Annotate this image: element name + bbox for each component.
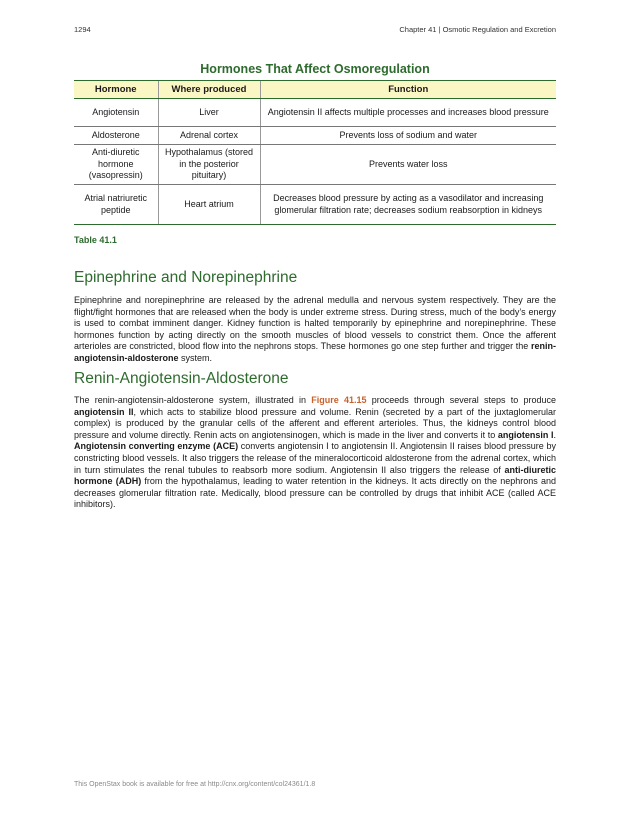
text-run: converts angiotensin I to angiotensin II. Angiotensin II raises blood pressure by constricting blood vessels. It also triggers the release of the mineralocorticoid aldosterone from the adrenal cortex, which in turn stimulates the renal tubules to reabsorb more sodium. Angiotensin II also triggers the release of bbox=[74, 441, 556, 475]
column-header-where-produced: Where produced bbox=[158, 81, 260, 99]
section-heading-epinephrine: Epinephrine and Norepinephrine bbox=[74, 269, 298, 286]
footer-availability-note: This OpenStax book is available for free at http://cnx.org/content/col24361/1.8 bbox=[74, 781, 316, 788]
figure-link[interactable]: Figure 41.15 bbox=[311, 395, 367, 405]
text-run: Epinephrine and norepinephrine are released by the adrenal medulla and nervous system respectively. They are the flight/fight hormones that are released when the body is under extreme stress. During stress, much of the body’s energy is used to combat imminent danger. Kidney function is halted temporarily by epinephrine and norepinephrine. These hormones function by acting directly on the smooth muscles of blood vessels to constrict them. Once the afferent arterioles are constricted, blood flow into the nephrons stops. These hormones go one step further and trigger the bbox=[74, 295, 556, 352]
text-run: from the hypothalamus, leading to water retention in the kidneys. It acts directly on the nephrons and decreases glomerular filtration rate. Medically, blood pressure can be controlled by drugs that inhibit ACE (called ACE inhibitors). bbox=[74, 476, 556, 510]
cell-hormone: Atrial natriuretic peptide bbox=[74, 185, 158, 225]
table-caption: Table 41.1 bbox=[74, 235, 117, 245]
cell-function: Prevents loss of sodium and water bbox=[260, 127, 556, 145]
cell-hormone: Angiotensin bbox=[74, 99, 158, 127]
paragraph-renin-angiotensin bbox=[74, 395, 556, 511]
table-title: Hormones That Affect Osmoregulation bbox=[200, 62, 430, 76]
bold-term: Angiotensin converting enzyme (ACE) bbox=[74, 441, 239, 452]
column-header-function: Function bbox=[260, 81, 556, 99]
bold-term: renin-angiotensin-aldosterone bbox=[74, 341, 556, 363]
cell-hormone: Anti-diuretic hormone (vasopressin) bbox=[74, 145, 158, 185]
cell-hormone: Aldosterone bbox=[74, 127, 158, 145]
table-row bbox=[74, 127, 556, 145]
cell-where-produced: Liver bbox=[158, 99, 260, 127]
cell-function: Angiotensin II affects multiple processes and increases blood pressure bbox=[260, 99, 556, 127]
cell-function: Decreases blood pressure by acting as a vasodilator and increasing glomerular filtration rate; decreases sodium reabsorption in kidneys bbox=[260, 185, 556, 225]
text-run: , which acts to stabilize blood pressure and volume. Renin (secreted by a part of the juxtaglomerular complex) is produced by the granular cells of the afferent and efferent arterioles. Thus, the kidneys control blood pressure and volume directly. Renin acts on angiotensinogen, which is made in the liver and converts it to bbox=[74, 406, 556, 440]
cell-where-produced: Hypothalamus (stored in the posterior pituitary) bbox=[158, 145, 260, 185]
running-head: Chapter 41 | Osmotic Regulation and Excretion bbox=[399, 25, 556, 34]
text-run: proceeds through several steps to produce bbox=[366, 395, 557, 405]
table-row bbox=[74, 99, 556, 127]
page-number: 1294 bbox=[74, 25, 91, 34]
bold-term: angiotensin I bbox=[497, 429, 554, 440]
paragraph-epinephrine bbox=[74, 295, 556, 365]
bold-term: anti-diuretic hormone (ADH) bbox=[74, 464, 556, 487]
text-run: The renin-angiotensin-aldosterone system, illustrated in bbox=[74, 395, 312, 405]
hormones-table bbox=[74, 80, 556, 225]
bold-term: angiotensin II bbox=[74, 406, 134, 417]
table-row bbox=[74, 185, 556, 225]
cell-where-produced: Adrenal cortex bbox=[158, 127, 260, 145]
text-run: . bbox=[553, 429, 556, 440]
table-row bbox=[74, 145, 556, 185]
cell-where-produced: Heart atrium bbox=[158, 185, 260, 225]
text-run: system. bbox=[178, 352, 213, 363]
section-heading-renin-angiotensin: Renin-Angiotensin-Aldosterone bbox=[74, 370, 289, 387]
cell-function: Prevents water loss bbox=[260, 145, 556, 185]
table-header-row bbox=[74, 81, 556, 99]
column-header-hormone: Hormone bbox=[74, 81, 158, 99]
